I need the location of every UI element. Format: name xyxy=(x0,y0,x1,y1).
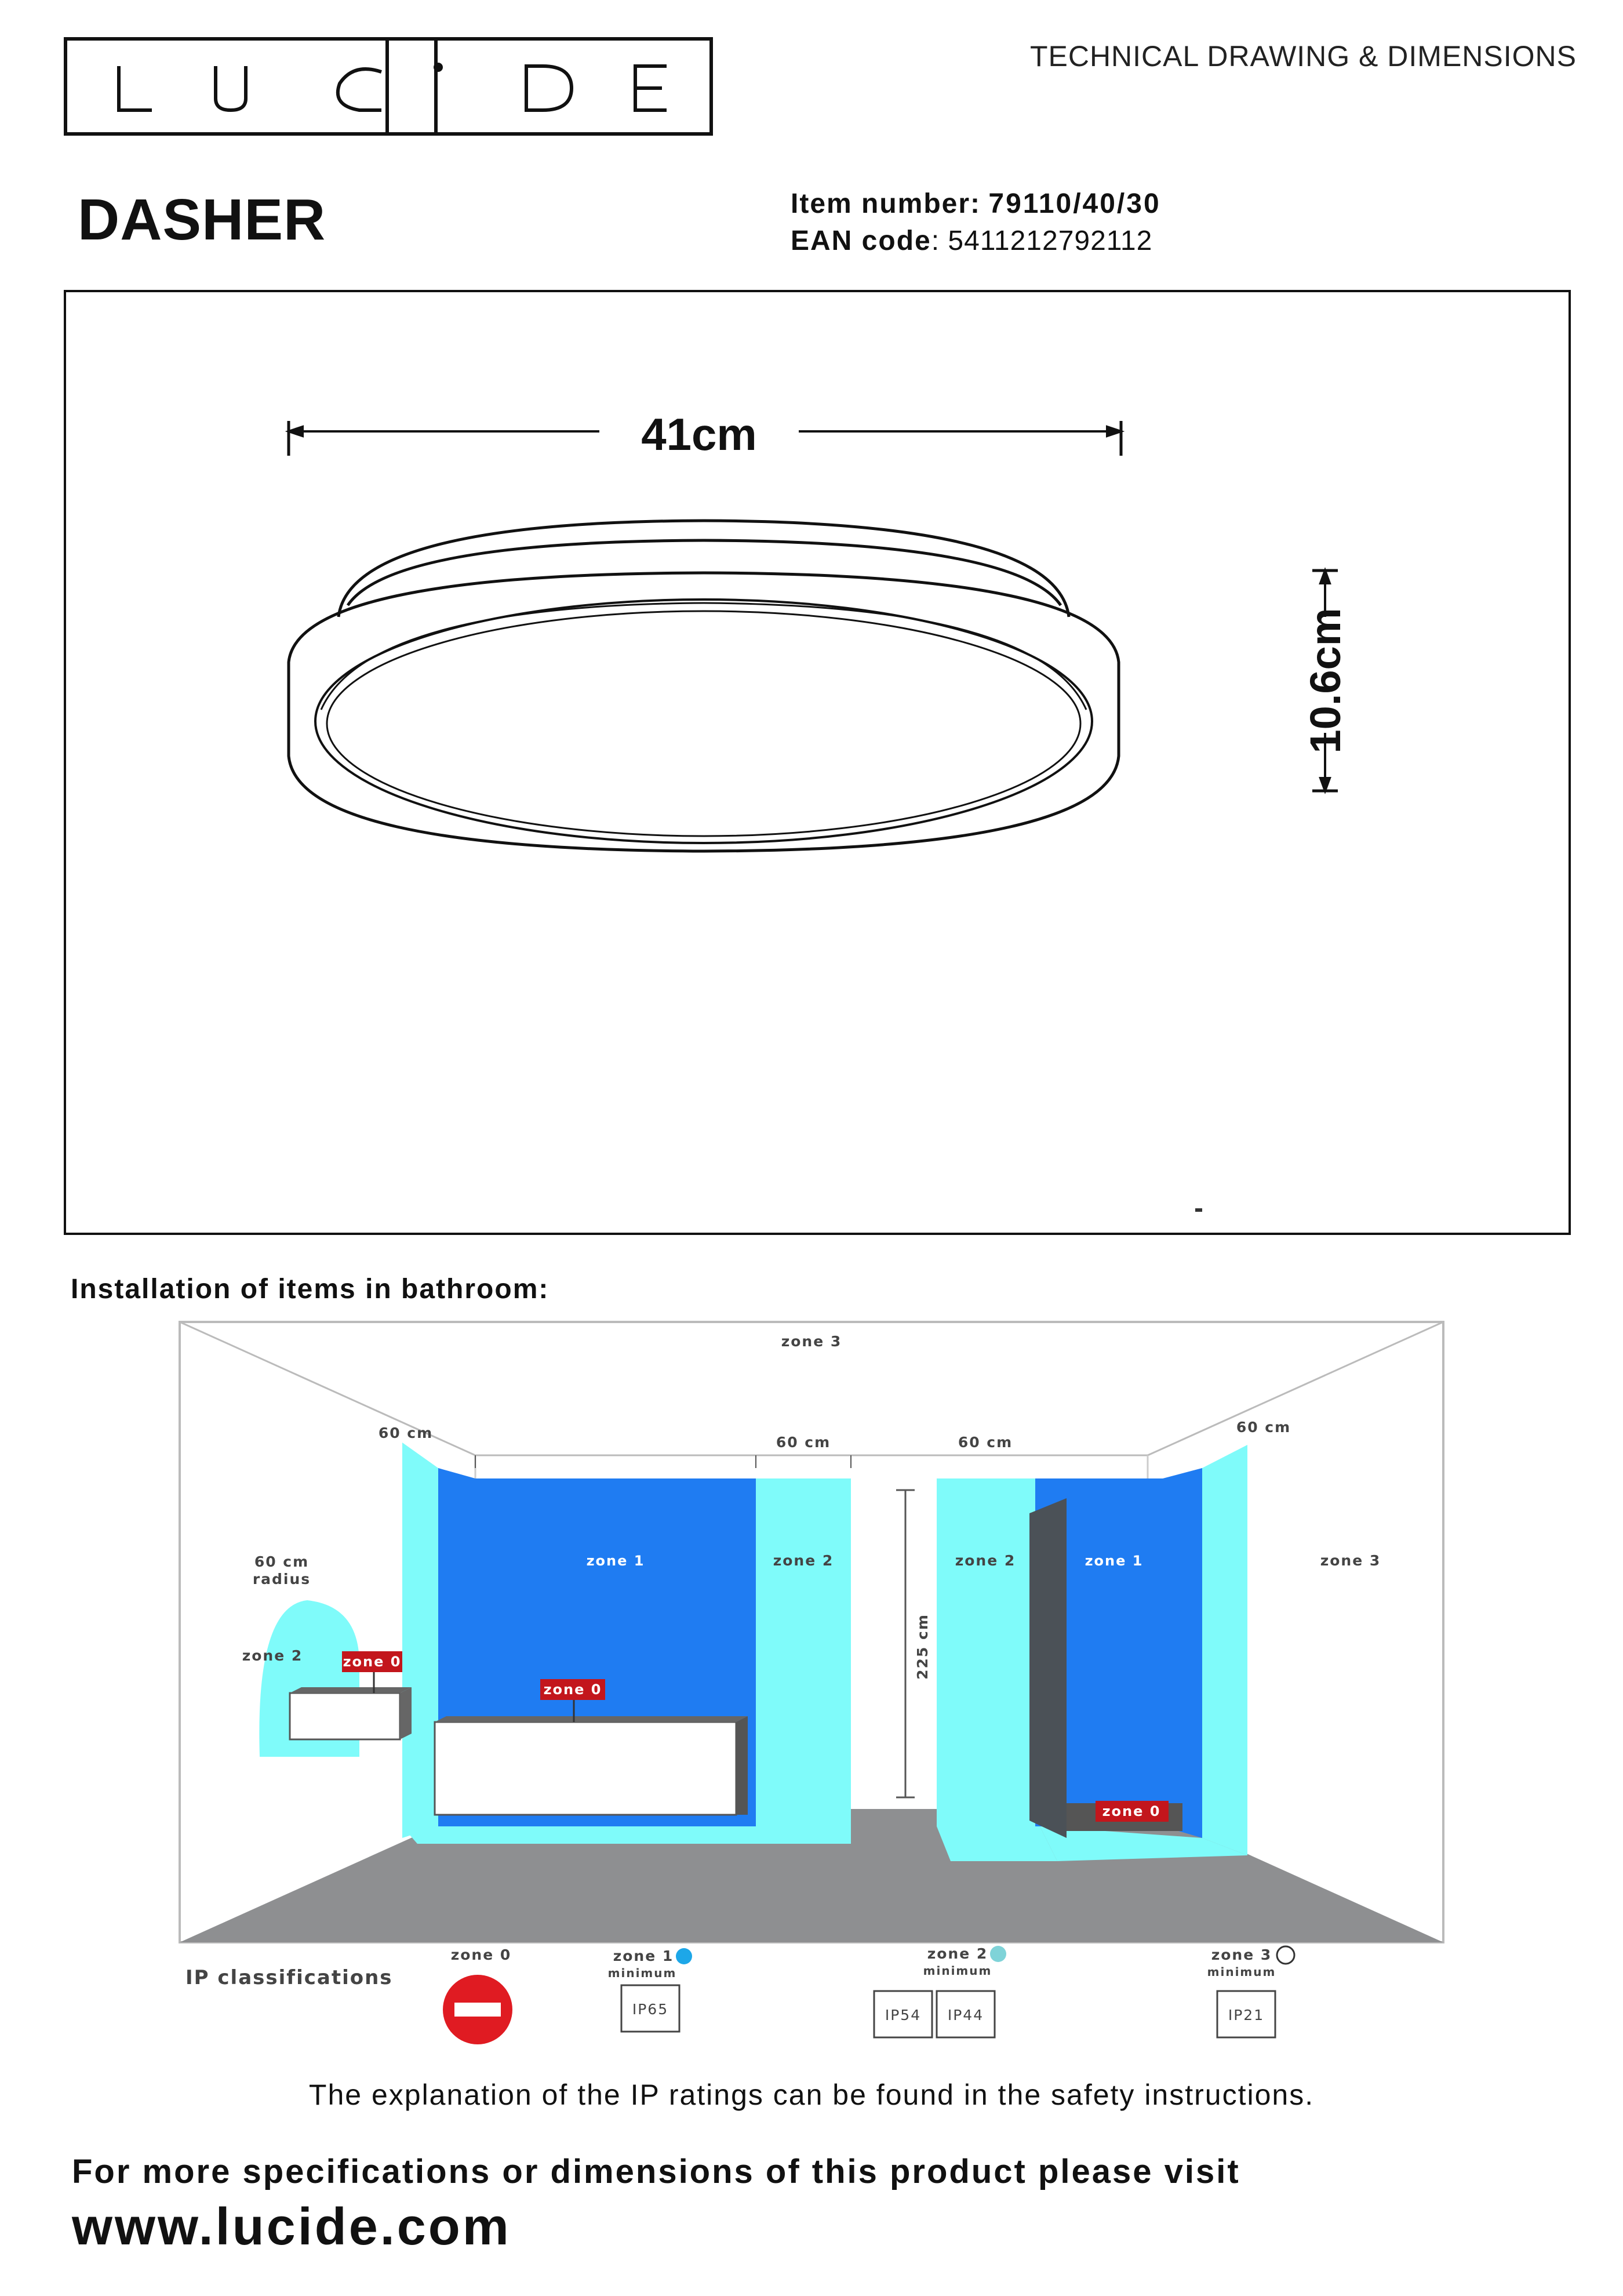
product-name: DASHER xyxy=(78,187,326,252)
ip-note: The explanation of the IP ratings can be found in the safety instructions. xyxy=(308,2079,1315,2111)
dim-60-mid-left: 60 cm xyxy=(776,1434,831,1451)
header-title-note: TECHNICAL DRAWING & DIMENSIONS xyxy=(1029,40,1577,72)
zone0-shower-label: zone 0 xyxy=(1102,1803,1161,1819)
zone1-shower-label: zone 1 xyxy=(1085,1553,1144,1569)
zone1-dot-icon xyxy=(676,1948,692,1964)
zone3-top-label: zone 3 xyxy=(781,1333,842,1350)
radius-label-2: radius xyxy=(252,1571,311,1587)
ip-zone2-min: minimum xyxy=(923,1964,992,1978)
zone2-dot-icon xyxy=(990,1946,1006,1962)
footer-text: For more specifications or dimensions of this product please visit xyxy=(72,2153,1240,2190)
zone2-bath-wall xyxy=(756,1478,851,1826)
zone2-shower-label: zone 2 xyxy=(955,1552,1016,1569)
item-number-row xyxy=(791,186,1161,223)
zone2-left-strip xyxy=(402,1443,438,1838)
zone2-sink-label: zone 2 xyxy=(242,1647,303,1664)
dim-60-right: 60 cm xyxy=(1236,1419,1291,1436)
ip-zone3-label: zone 3 xyxy=(1211,1946,1272,1963)
lucide-logo xyxy=(64,37,713,137)
item-number-label: Item number: xyxy=(791,188,981,219)
ean-value: : 5411212792112 xyxy=(931,226,1153,256)
bathroom-zones-diagram xyxy=(174,1316,1449,2070)
ip-zone1-min: minimum xyxy=(607,1966,677,1980)
item-number-value: 79110/40/30 xyxy=(988,188,1161,219)
radius-label-1: 60 cm xyxy=(254,1553,310,1570)
bathtub xyxy=(435,1722,736,1815)
ip-zone1-rating: IP65 xyxy=(632,2001,669,2018)
ip-zone2-rating-a: IP54 xyxy=(885,2007,922,2023)
height-225-label: 225 cm xyxy=(914,1614,931,1680)
zone1-bath-label: zone 1 xyxy=(586,1553,645,1569)
ip-zone3-rating: IP21 xyxy=(1228,2007,1265,2023)
lamp-outer-ring xyxy=(289,573,1119,851)
zone2-right-strip xyxy=(1202,1445,1247,1855)
zone2-shower-wall xyxy=(937,1478,1035,1826)
zone3-dot-icon xyxy=(1277,1946,1294,1964)
footer-url-link[interactable]: www.lucide.com xyxy=(72,2198,511,2256)
width-label: 41cm xyxy=(641,409,757,460)
zone2-bath-label: zone 2 xyxy=(773,1552,834,1569)
bathroom-section-title: Installation of items in bathroom: xyxy=(71,1274,550,1305)
sink xyxy=(290,1693,400,1739)
zone0-sink-label: zone 0 xyxy=(343,1654,402,1670)
item-info xyxy=(791,186,1161,260)
ean-label: EAN code xyxy=(791,226,931,256)
zone3-right-label: zone 3 xyxy=(1320,1552,1381,1569)
zone0-bath-label: zone 0 xyxy=(543,1681,602,1698)
height-label: 10.6cm xyxy=(1301,608,1349,754)
ean-row xyxy=(791,223,1161,260)
shower-glass xyxy=(1029,1498,1067,1838)
ip-zone2-label: zone 2 xyxy=(927,1945,988,1962)
ip-zone0-label: zone 0 xyxy=(450,1946,512,1963)
lamp-drawing xyxy=(66,292,1569,1233)
ip-zone3-min: minimum xyxy=(1207,1965,1276,1979)
ip-zone1-label: zone 1 xyxy=(613,1948,674,1964)
ip-heading: IP classifications xyxy=(185,1966,393,1989)
lamp-diffuser xyxy=(315,600,1092,843)
ip-zone2-rating-b: IP44 xyxy=(947,2007,984,2023)
dim-60-left: 60 cm xyxy=(378,1425,434,1441)
dim-60-mid-right: 60 cm xyxy=(958,1434,1013,1451)
